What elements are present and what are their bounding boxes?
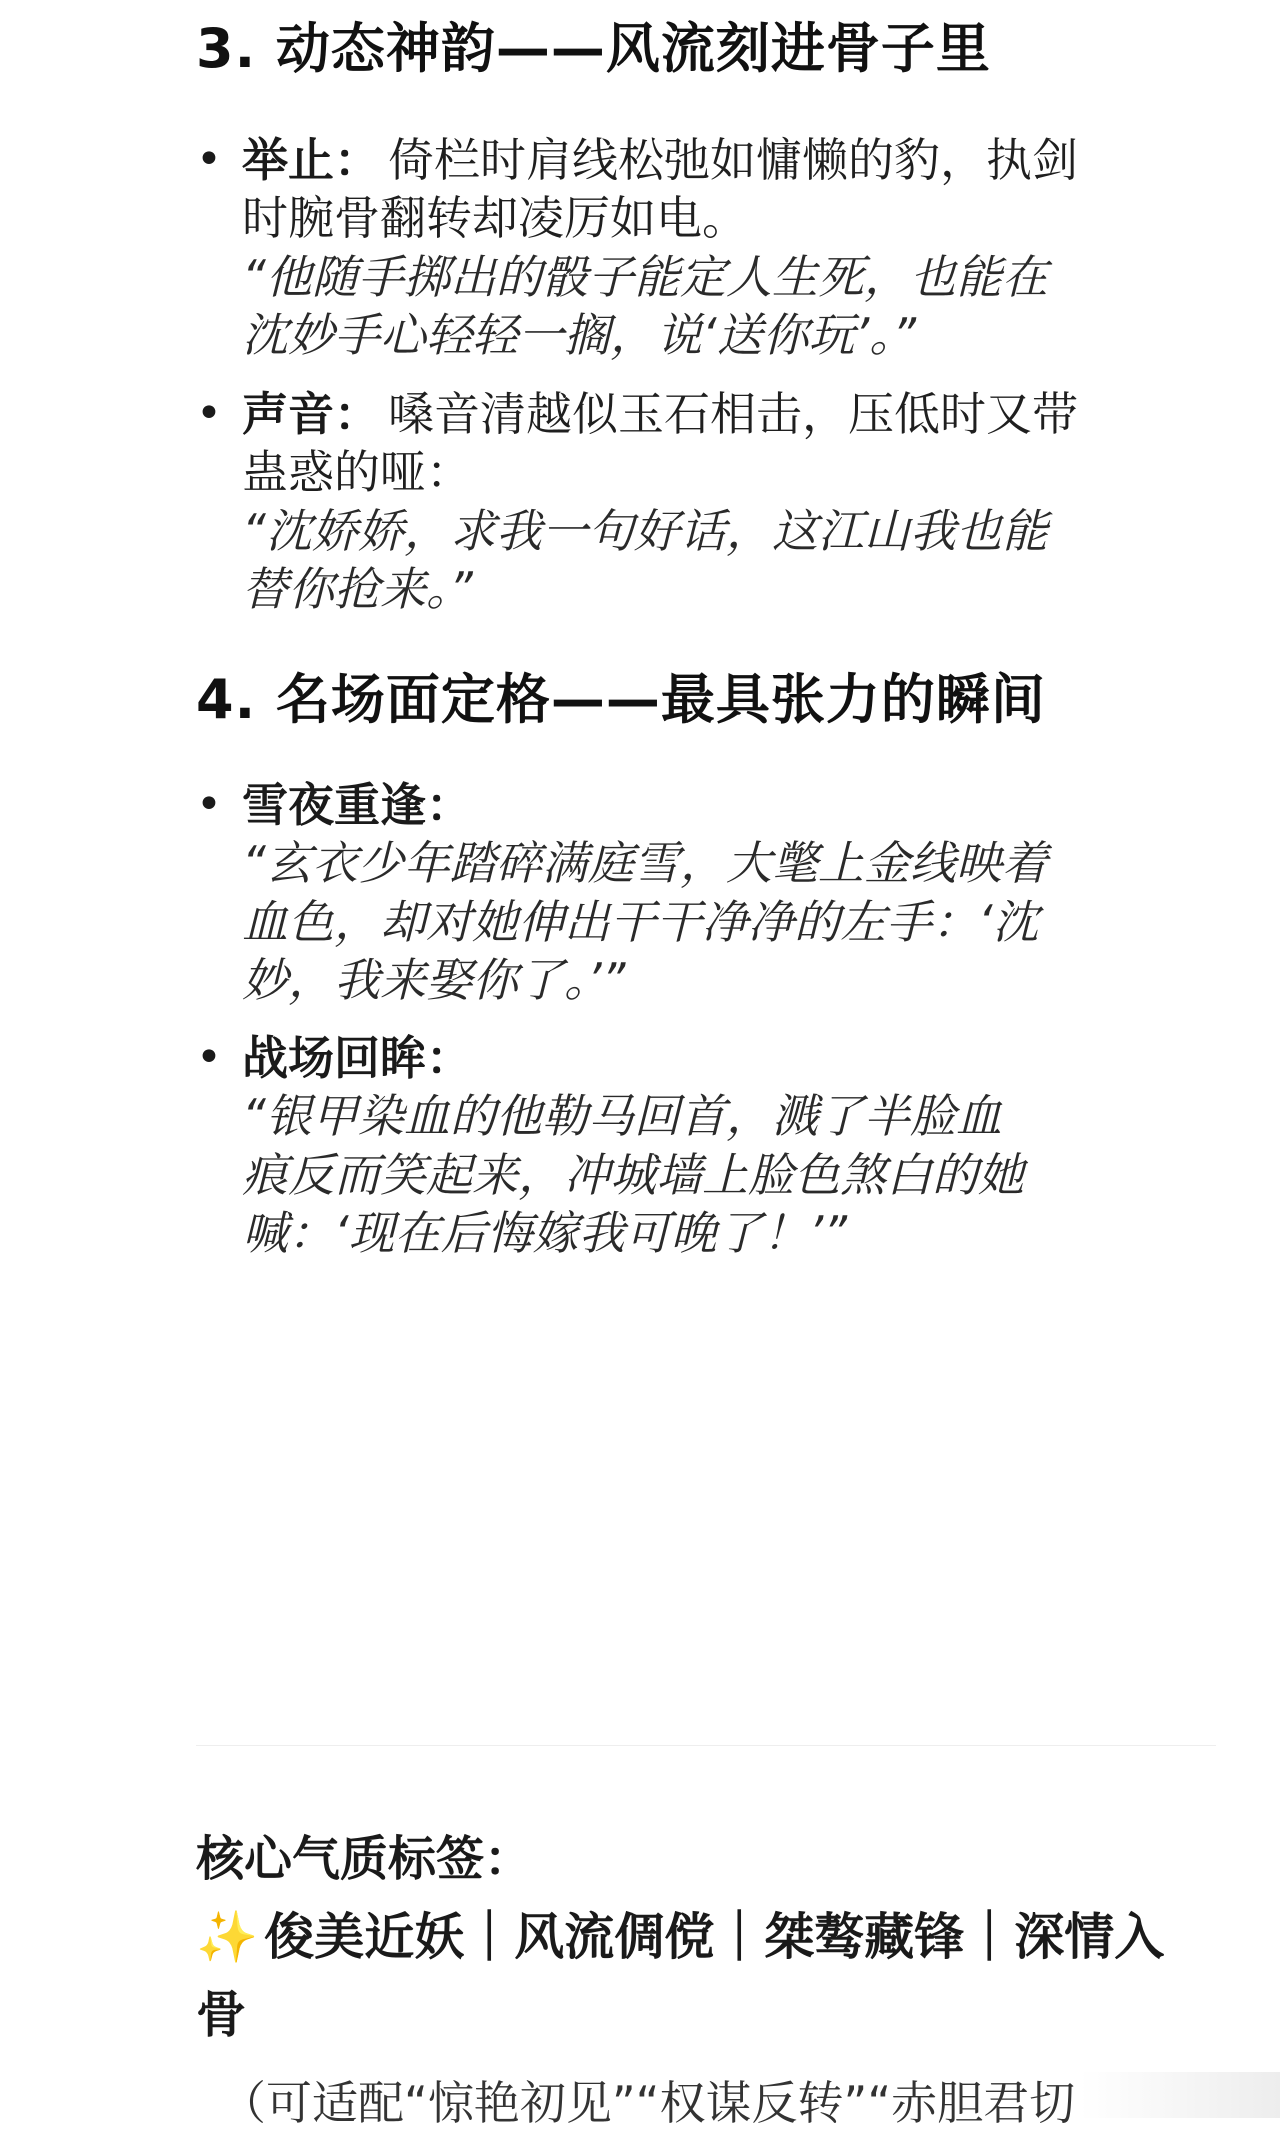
bullet-dot: • xyxy=(196,134,222,185)
item-label-battlefield: 战场回眸： xyxy=(242,1031,472,1085)
quote-line: “他随手掷出的骰子能定人生死，也能在 xyxy=(242,250,1048,304)
tags-title: 核心气质标签： xyxy=(196,1831,533,1887)
item-text-line: 时腕骨翻转却凌厉如电。 xyxy=(242,191,748,245)
quote-line: 血色，却对她伸出干干净净的左手：‘沈 xyxy=(242,895,1039,949)
bullet-dot: • xyxy=(196,1032,222,1083)
item-text-line: 倚栏时肩线松弛如慵懒的豹，执剑 xyxy=(388,133,1078,187)
watermark-overlay xyxy=(1080,2072,1280,2118)
bullet-dot: • xyxy=(196,388,222,439)
quote-line: 沈妙手心轻轻一搁，说‘送你玩’。” xyxy=(242,308,917,362)
bullet-dot: • xyxy=(196,779,222,830)
tags-text: 俊美近妖｜风流倜傥｜桀骜藏锋｜深情入 xyxy=(264,1908,1165,1966)
quote-line: 喊：‘现在后悔嫁我可晚了！’” xyxy=(242,1206,848,1260)
item-text-line: 嗓音清越似玉石相击，压低时又带 xyxy=(388,387,1078,441)
tags-line xyxy=(196,1908,1165,1966)
divider xyxy=(196,1745,1216,1746)
item-text-line: 蛊惑的哑： xyxy=(242,445,472,499)
item-label-snow-night: 雪夜重逢： xyxy=(242,778,472,832)
item-label-manner: 举止： xyxy=(242,133,380,187)
footer-note: （可适配“惊艳初见”“权谋反转”“赤胆君切 xyxy=(220,2076,1076,2130)
quote-line: “玄衣少年踏碎满庭雪，大氅上金线映着 xyxy=(242,836,1048,890)
sparkles-icon: ✨ xyxy=(196,1908,259,1966)
quote-line: 痕反而笑起来，冲城墙上脸色煞白的她 xyxy=(242,1148,1024,1202)
quote-line: “沈娇娇，求我一句好话，这江山我也能 xyxy=(242,504,1048,558)
item-label-voice: 声音： xyxy=(242,387,380,441)
quote-line: 替你抢来。” xyxy=(242,562,473,616)
quote-line: 妙，我来娶你了。’” xyxy=(242,953,626,1007)
tags-line-2: 骨 xyxy=(196,1986,246,2044)
section-3-heading: 3. 动态神韵——风流刻进骨子里 xyxy=(196,17,991,80)
section-4-heading: 4. 名场面定格——最具张力的瞬间 xyxy=(196,668,1046,731)
quote-line: “银甲染血的他勒马回首，溅了半脸血 xyxy=(242,1089,1002,1143)
